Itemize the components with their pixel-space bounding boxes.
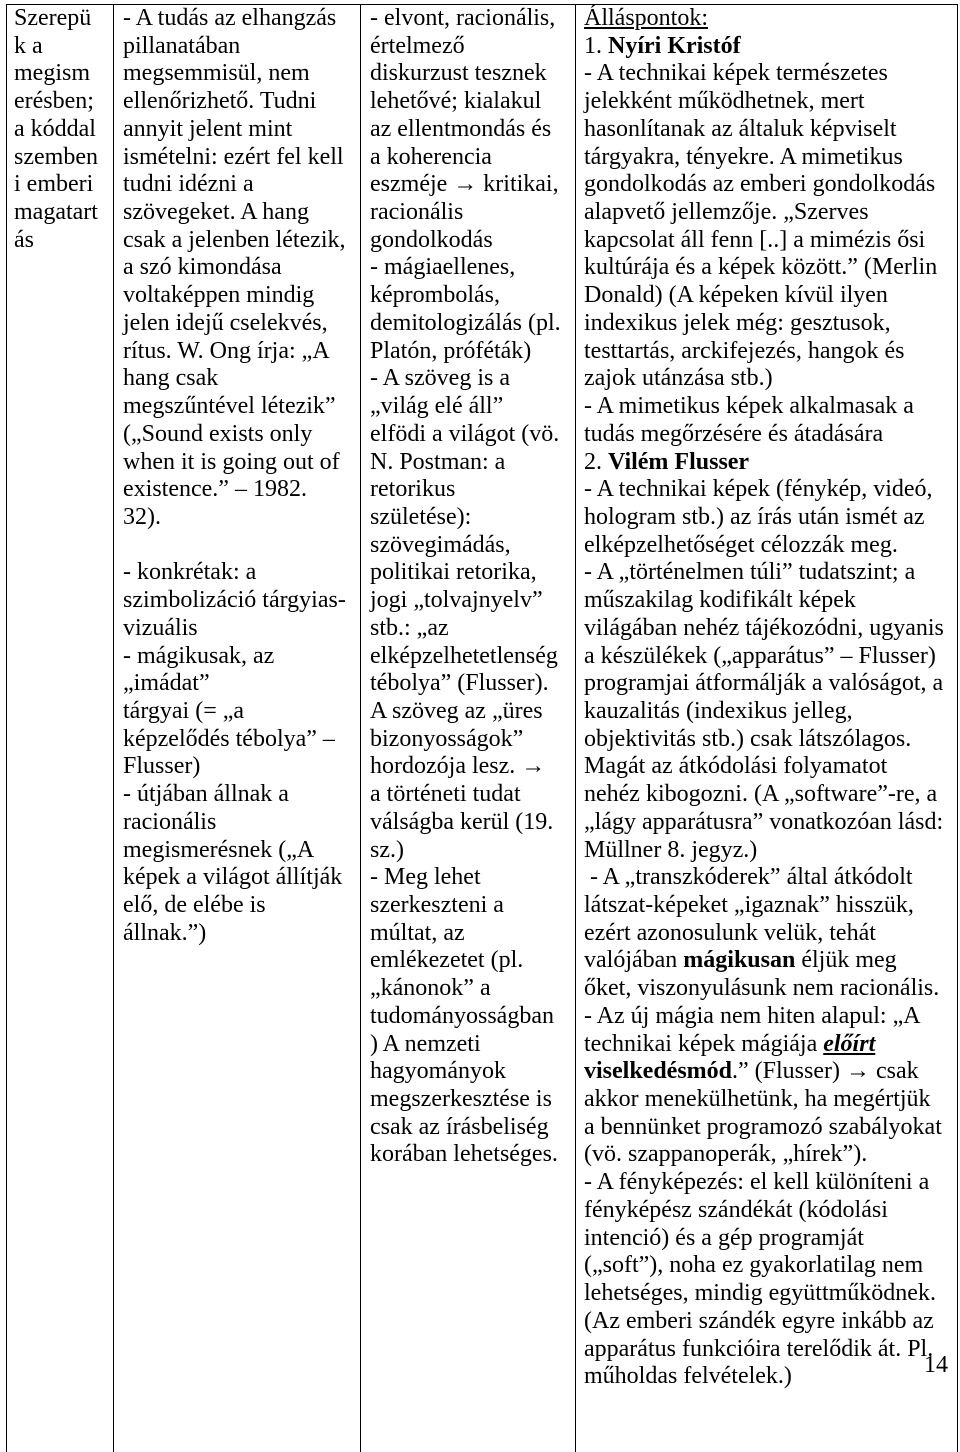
text-line: - mágikusak, az	[123, 642, 275, 669]
text-line: gondolkodás	[370, 226, 493, 253]
text-line: 32).	[123, 503, 161, 530]
text-segment: 1.	[584, 32, 608, 59]
text-line: őket, viszonyulásunk nem racionális.	[584, 975, 940, 1002]
text-line: (vö. szappanoperák, „hírek”).	[584, 1141, 868, 1168]
text-segment: éljük meg	[795, 947, 897, 974]
text-line: testtartás, arckifejezés, hangok és	[584, 337, 905, 364]
text-line: N. Postman: a	[370, 448, 506, 475]
text-line: diskurzust tesznek	[370, 60, 547, 87]
text-line: kultúrája és a képek között.” (Merlin	[584, 254, 938, 281]
text-line: intenció) és a gép programját	[584, 1224, 864, 1251]
text-line: (Az emberi szándék egyre inkább az	[584, 1307, 934, 1334]
text-line: tárgyai (= „a	[123, 697, 245, 724]
text-line: tárgyakra, tényekre. A mimetikus	[584, 143, 903, 170]
text-line: elfödi a világot (vö.	[370, 420, 560, 447]
text-line: Müllner 8. jegyz.)	[584, 836, 758, 863]
text-line: kauzalitás (indexikus jelleg,	[584, 697, 853, 724]
text-line: - elvont, racionális,	[370, 5, 556, 31]
text-line: „kánonok” a	[370, 975, 491, 1002]
text-line: a koherencia	[370, 143, 492, 170]
text-line: zajok utánzása stb.)	[584, 365, 773, 392]
text-line: - A technikai képek (fénykép, videó,	[584, 476, 933, 503]
text-line: elképzelhetetlenség	[370, 642, 558, 669]
text-line: korában lehetséges.	[370, 1141, 558, 1168]
text-line: - konkrétak: a	[123, 559, 257, 586]
text-line: elő, de elébe is	[123, 892, 266, 918]
text-line: állnak.”)	[123, 919, 207, 946]
text-line	[584, 947, 957, 975]
text-line: a történeti tudat	[370, 781, 521, 808]
text-line: stb.: „az	[370, 614, 449, 641]
text-line: ) A nemzeti	[370, 1030, 481, 1057]
text-line: az ellentmondás és	[370, 115, 552, 142]
text-line: Magát az átkódolási folyamatot	[584, 753, 888, 780]
text-line: - A technikai képek természetes	[584, 60, 888, 87]
text-line: retorikus	[370, 476, 456, 503]
text-line: lehetséges, mindig együttműködnek.	[584, 1280, 936, 1307]
text-line: („soft”), noha ez gyakorlatilag nem	[584, 1252, 924, 1279]
text-line: a készülékek („apparátus” – Flusser)	[584, 642, 936, 669]
text-line: elképzelhetőséget célozzák meg.	[584, 531, 898, 558]
text-line	[584, 1058, 957, 1086]
text-line: alapvető jellemzője. „Szerves	[584, 199, 869, 226]
text-line: annyit jelent mint	[123, 115, 293, 142]
emphasized-text: előírt	[823, 1030, 876, 1057]
text-line: ismételni: ezért fel kell	[123, 143, 344, 170]
text-line: megism	[14, 60, 90, 87]
text-line: emlékezetet (pl.	[370, 947, 524, 974]
text-line: képzelődés tébolya” –	[123, 725, 335, 752]
text-line: programjai átformálják a valóságot, a	[584, 670, 944, 697]
text-line: múltat, az	[370, 919, 465, 946]
text-line: demitologizálás (pl.	[370, 309, 561, 336]
text-line: magatart	[14, 199, 98, 226]
text-line: hagyományok	[370, 1058, 506, 1085]
text-line: szerkeszteni a	[370, 892, 504, 918]
text-line: Szerepü	[14, 5, 92, 31]
text-line: jelen idejű cselekvés,	[123, 309, 328, 336]
text-line: hasonlítanak az általuk képviselt	[584, 115, 897, 142]
text-line: megsemmisül, nem	[123, 60, 310, 87]
table-cell-column-4	[575, 5, 957, 1452]
emphasized-text: Nyíri Kristóf	[608, 32, 741, 59]
text-line: - A mimetikus képek alkalmasak a	[584, 393, 914, 420]
text-line: világában nehéz tájékozódni, ugyanis	[584, 614, 944, 641]
text-line: - A „történelmen túli” tudatszint; a	[584, 559, 916, 586]
text-line: erésben;	[14, 88, 94, 115]
emphasized-text: viselkedésmód	[584, 1058, 733, 1085]
text-line: tébolya” (Flusser).	[370, 670, 549, 697]
text-line: existence.” – 1982.	[123, 476, 307, 503]
notes-table	[6, 4, 958, 1452]
text-line: szövegimádás,	[370, 531, 511, 558]
text-line: („Sound exists only	[123, 420, 313, 447]
text-line: hordozója lesz. →	[370, 753, 546, 780]
text-line: kapcsolat áll fenn [..] a mimézis ősi	[584, 226, 926, 253]
text-line: jelekként működhetnek, mert	[584, 88, 865, 115]
page-number: 14	[924, 1352, 948, 1378]
text-line: - A fényképezés: el kell különíteni a	[584, 1169, 930, 1196]
text-line: megszerkesztése is	[370, 1086, 552, 1113]
text-line: gondolkodás az emberi gondolkodás	[584, 171, 936, 198]
text-line: válságba kerül (19.	[370, 808, 554, 835]
text-line	[584, 5, 957, 33]
text-line: fényképész szándékát (kódolási	[584, 1196, 888, 1223]
text-line: A szöveg az „üres	[370, 697, 543, 724]
text-line: eszméje → kritikai,	[370, 171, 559, 198]
text-line: racionális	[123, 808, 217, 835]
text-line: szimbolizáció tárgyias-	[123, 587, 346, 614]
text-line: Flusser)	[123, 753, 201, 780]
text-line: képrombolás,	[370, 282, 500, 309]
text-line: a bennünket programozó szabályokat	[584, 1113, 942, 1140]
text-line: i emberi	[14, 171, 94, 198]
text-line: értelmező	[370, 32, 465, 59]
table-cell-column-3	[360, 5, 575, 1452]
text-segment: .” (Flusser) → csak	[732, 1058, 919, 1085]
text-line: jogi „tolvajnyelv”	[370, 587, 543, 614]
text-line: pillanatában	[123, 32, 241, 59]
text-line: hang csak	[123, 365, 219, 392]
text-line: racionális	[370, 199, 464, 226]
table-cell-column-2	[113, 5, 360, 1452]
text-line: a szó kimondása	[123, 254, 282, 281]
text-line: indexikus jelek még: gesztusok,	[584, 309, 891, 336]
text-line: ás	[14, 226, 34, 253]
text-line: rítus. W. Ong írja: „A	[123, 337, 330, 364]
text-line: látszat-képeket „igaznak” hisszük,	[584, 892, 914, 918]
text-line: „világ elé áll”	[370, 393, 504, 420]
text-segment: technikai képek mágiája	[584, 1030, 824, 1057]
text-line: - Az új mágia nem hiten alapul: „A	[584, 1002, 921, 1029]
text-line: when it is going out of	[123, 448, 340, 475]
text-line	[584, 1031, 957, 1059]
text-line: hologram stb.) az írás után ismét az	[584, 503, 925, 530]
emphasized-text: mágikusan	[683, 947, 796, 974]
text-line: bizonyosságok”	[370, 725, 524, 752]
text-line: ezért azonosulunk velük, tehát	[584, 919, 876, 946]
text-line: akkor menekülhetünk, ha megértjük	[584, 1086, 931, 1113]
text-line: sz.)	[370, 836, 404, 863]
text-line: szemben	[14, 143, 98, 170]
text-line: politikai retorika,	[370, 559, 537, 586]
text-line: - mágiaellenes,	[370, 254, 516, 281]
text-line: megismerésnek („A	[123, 836, 315, 863]
text-line: „lágy apparátusra” vonatkozóan lásd:	[584, 808, 944, 835]
text-line: képek a világot állítják	[123, 864, 343, 891]
text-line: voltaképpen mindig	[123, 282, 315, 309]
text-line: - útjában állnak a	[123, 781, 289, 808]
row-header-cell	[7, 5, 113, 1452]
text-line	[584, 449, 957, 477]
text-line: tudományosságban	[370, 1002, 554, 1029]
text-line: műholdas felvételek.)	[584, 1363, 792, 1390]
text-line: tudás megőrzésére és átadására	[584, 420, 884, 447]
text-line: tudni idézni a	[123, 171, 254, 198]
text-line: apparátus funkcióira terelődik át. Pl.	[584, 1335, 934, 1362]
text-line: - Meg lehet	[370, 864, 481, 891]
text-line: - A szöveg is a	[370, 365, 510, 392]
text-line	[123, 532, 360, 560]
text-line: csak az írásbeliség	[370, 1113, 549, 1140]
text-line: műszakilag kodifikált képek	[584, 587, 856, 614]
text-segment: valójában	[584, 947, 684, 974]
text-line: - A tudás az elhangzás	[123, 5, 337, 31]
text-line: lehetővé; kialakul	[370, 88, 542, 115]
emphasized-text: Álláspontok:	[584, 5, 708, 31]
text-line: - A „transzkóderek” által átkódolt	[584, 864, 913, 891]
text-line: vizuális	[123, 614, 198, 641]
text-line: a kóddal	[14, 115, 96, 142]
text-line: „imádat”	[123, 670, 210, 697]
text-line	[584, 33, 957, 61]
text-line: születése):	[370, 503, 472, 530]
text-line: szövegeket. A hang	[123, 199, 309, 226]
text-line: csak a jelenben létezik,	[123, 226, 346, 253]
text-line: nehéz kibogozni. (A „software”-re, a	[584, 781, 938, 808]
emphasized-text: Vilém Flusser	[608, 448, 750, 475]
text-line: megszűntével létezik”	[123, 393, 336, 420]
text-line: objektivitás stb.) csak látszólagos.	[584, 725, 912, 752]
text-line: ellenőrizhető. Tudni	[123, 88, 317, 115]
text-line: Platón, próféták)	[370, 337, 532, 364]
text-line: k a	[14, 32, 43, 59]
text-segment: 2.	[584, 448, 608, 475]
text-line: Donald) (A képeken kívül ilyen	[584, 282, 888, 309]
